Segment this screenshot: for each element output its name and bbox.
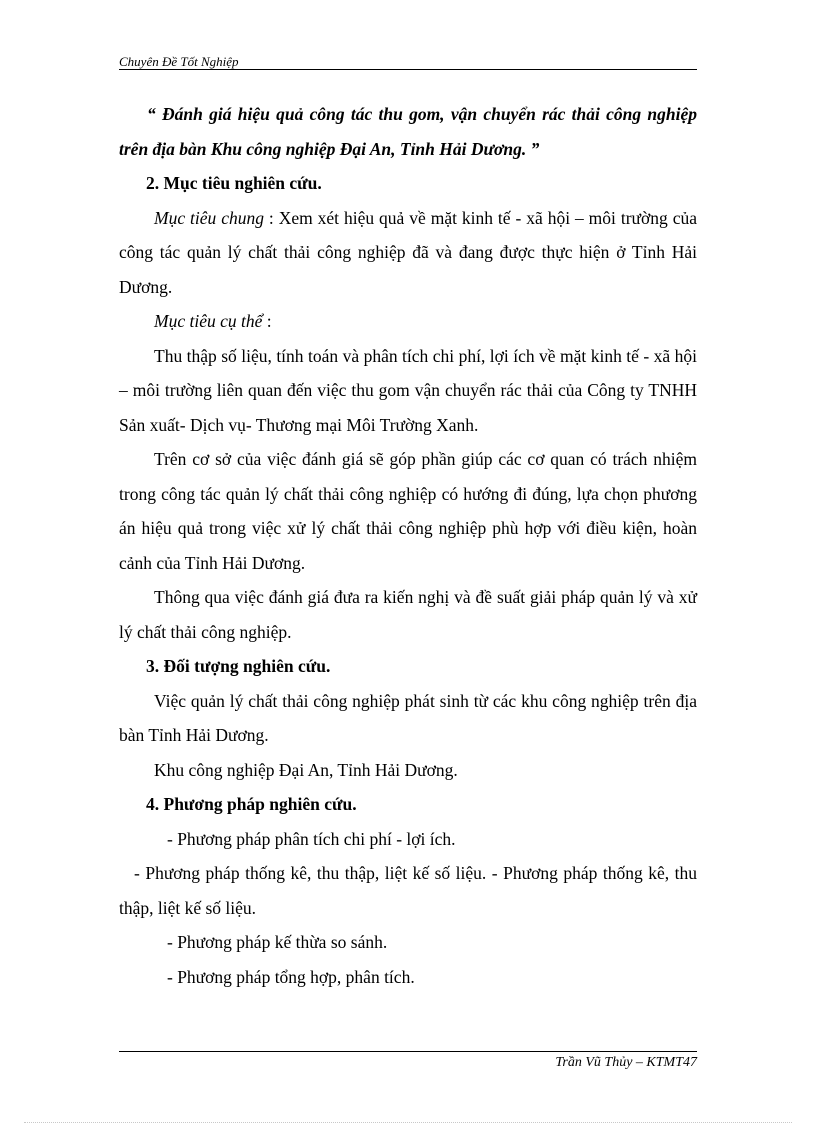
method-list-item: - Phương pháp phân tích chi phí - lợi ích. bbox=[167, 828, 456, 849]
method-list-item: - Phương pháp thống kê, thu thập, liệt kế số liệu. - Phương pháp thống kê, thu thập, liệt kế số liệu. bbox=[119, 863, 697, 918]
section-heading-methods: 4. Phương pháp nghiên cứu. bbox=[146, 794, 357, 814]
paragraph: Việc quản lý chất thải công nghiệp phát sinh từ các khu công nghiệp trên địa bàn Tỉnh Hải Dương. bbox=[119, 690, 697, 745]
header-rule bbox=[119, 69, 697, 70]
method-list-item: - Phương pháp kế thừa so sánh. bbox=[167, 932, 388, 952]
general-objective-paragraph bbox=[119, 201, 697, 305]
document-body bbox=[119, 97, 697, 994]
paragraph: Khu công nghiệp Đại An, Tỉnh Hải Dương. bbox=[154, 759, 458, 780]
paragraph: Thu thập số liệu, tính toán và phân tích chi phí, lợi ích về mặt kinh tế - xã hội – môi trường liên quan đến việc thu gom vận chuyển rác thải của Công ty TNHH Sản xuất- Dịch vụ- Thương mại Môi Trường Xanh. bbox=[119, 345, 697, 435]
running-footer: Trần Vũ Thủy – KTMT47 bbox=[555, 1055, 697, 1070]
method-list-item: - Phương pháp tổng hợp, phân tích. bbox=[167, 966, 415, 987]
specific-objective-suffix: : bbox=[262, 311, 272, 331]
paragraph: Trên cơ sở của việc đánh giá sẽ góp phần giúp các cơ quan có trách nhiệm trong công tác quản lý chất thải công nghiệp có hướng đi đúng, lựa chọn phương án hiệu quả trong việc xử lý chất thải công nghiệp phù hợp với điều kiện, hoàn cảnh của Tỉnh Hải Dương. bbox=[119, 449, 697, 573]
footer-rule bbox=[119, 1051, 697, 1052]
thesis-title-quote: “ Đánh giá hiệu quả công tác thu gom, vận chuyển rác thải công nghiệp trên địa bàn Khu công nghiệp Đại An, Tỉnh Hải Dương. ” bbox=[119, 104, 697, 159]
specific-objective-paragraph bbox=[119, 304, 697, 339]
general-objective-text: : Xem xét hiệu quả về mặt kinh tế - xã hội – môi trường của công tác quản lý chất thải công nghiệp đã và đang được thực hiện ở Tỉnh Hải Dương. bbox=[119, 207, 697, 297]
general-objective-label: Mục tiêu chung bbox=[154, 207, 264, 228]
section-heading-subjects: 3. Đối tượng nghiên cứu. bbox=[146, 656, 331, 676]
section-heading-objectives: 2. Mục tiêu nghiên cứu. bbox=[146, 173, 322, 193]
running-header: Chuyên Đề Tốt Nghiệp bbox=[119, 54, 239, 69]
specific-objective-label: Mục tiêu cụ thể bbox=[154, 311, 263, 331]
paragraph: Thông qua việc đánh giá đưa ra kiến nghị và đề suất giải pháp quản lý và xử lý chất thải công nghiệp. bbox=[119, 587, 697, 642]
